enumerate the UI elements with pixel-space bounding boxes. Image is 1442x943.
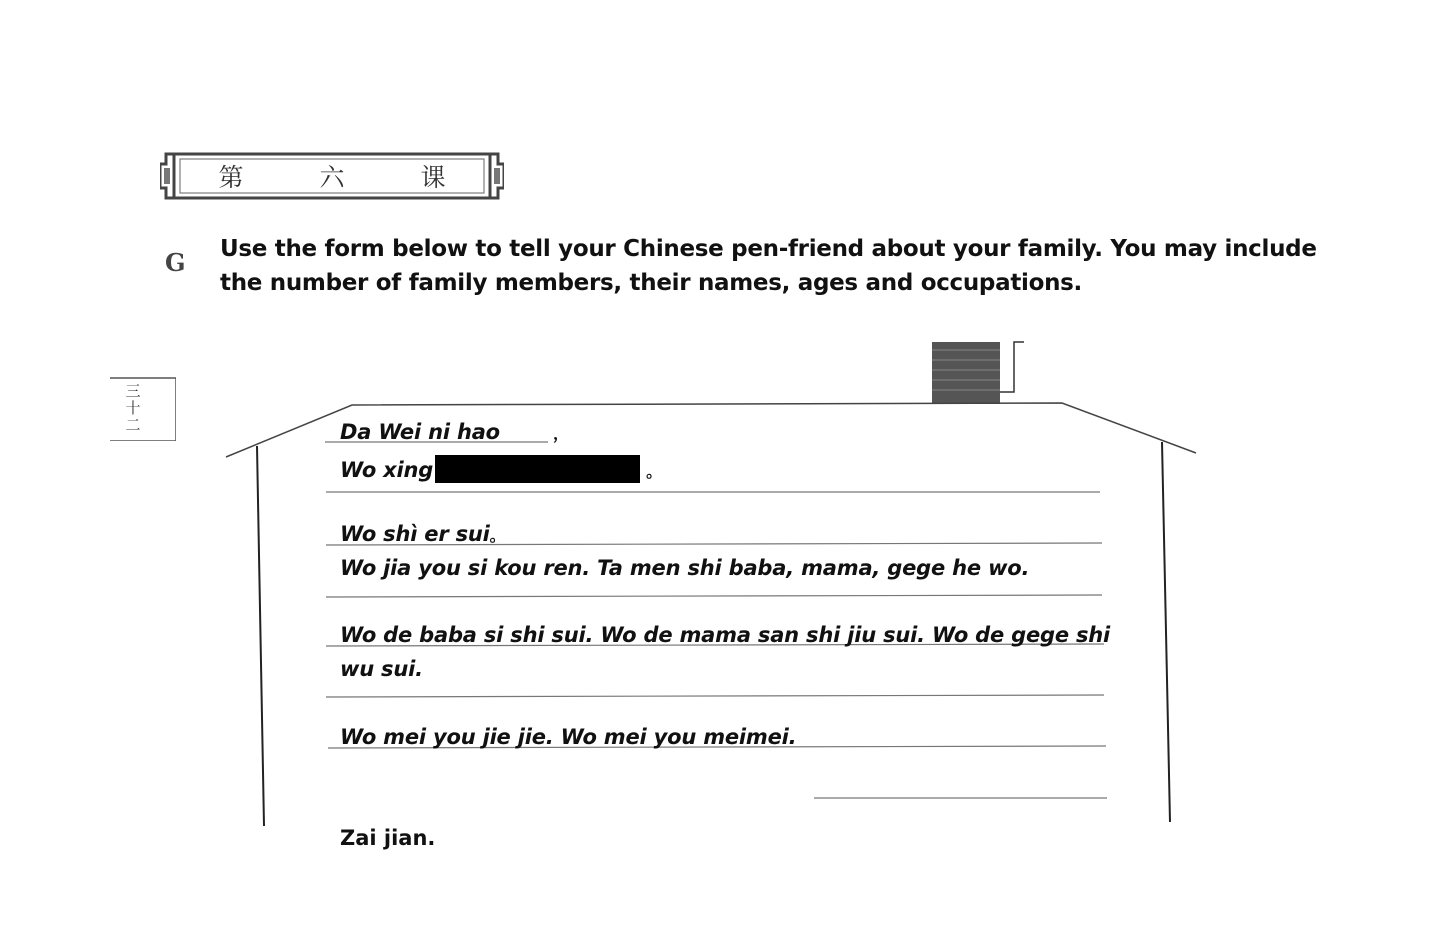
letter-family-line: Wo jia you si kou ren. Ta men shi baba, mama, gege he wo. bbox=[340, 556, 1030, 580]
letter-greeting bbox=[340, 420, 569, 444]
letter-name-line bbox=[340, 455, 662, 483]
name-punct: 。 bbox=[646, 462, 662, 481]
letter-ages-line-1: Wo de baba si shi sui. Wo de mama san shi jiu sui. Wo de gege shi bbox=[340, 623, 1111, 647]
chimney bbox=[932, 342, 1000, 404]
letter-siblings-line: Wo mei you jie jie. Wo mei you meimei. bbox=[340, 725, 797, 749]
name-prefix: Wo xing bbox=[340, 458, 434, 482]
lesson-title: 第 六 课 bbox=[218, 163, 480, 192]
section-letter: G bbox=[165, 248, 186, 277]
left-wall bbox=[257, 446, 264, 826]
instructions-text: Use the form below to tell your Chinese pen-friend about your family. You may include the number of family members, their names, ages and occupations. bbox=[220, 236, 1317, 296]
chimney-flag bbox=[1000, 342, 1024, 392]
page-number: 三 十 二 bbox=[125, 382, 141, 434]
age-text: Wo shì er sui bbox=[340, 522, 490, 546]
redacted-name bbox=[435, 455, 640, 483]
letter-ages-line-2: wu sui. bbox=[340, 657, 423, 681]
right-wall bbox=[1162, 442, 1170, 822]
letter-closing: Zai jian. bbox=[340, 826, 436, 850]
greeting-text: Da Wei ni hao bbox=[340, 420, 500, 444]
letter-age-line bbox=[340, 522, 505, 546]
age-punct: 。 bbox=[489, 526, 506, 545]
greeting-punct: ， bbox=[553, 424, 569, 443]
